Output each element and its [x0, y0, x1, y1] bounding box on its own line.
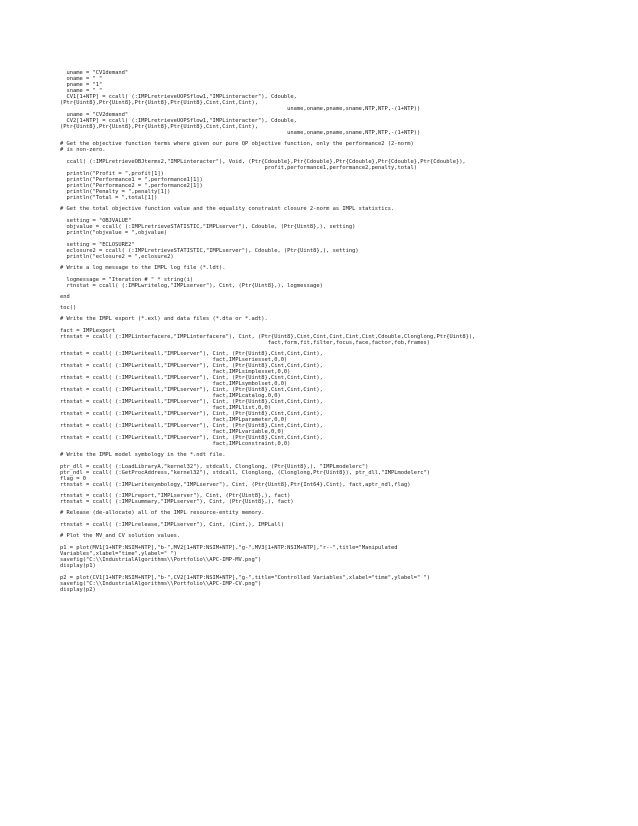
code-line: println("Profit = ",profit[1]): [60, 171, 164, 177]
code-line: # Get the objective function terms where given our pure QP objective function, only the performance2 (2-norm): [60, 141, 414, 147]
code-line: toc(): [60, 305, 77, 311]
code-line: ptr_ndl = ccall( (:GetProcAddress,"kernel32"), stdcall, Clonglong, (Clonglong,Ptr{Uint8}), ptr_dll,"IMPLmodelerc"): [60, 470, 430, 476]
code-line: display(p1): [60, 563, 96, 569]
code-line: # is non-zero.: [60, 147, 106, 153]
code-line: p2 = plot(CV1[1+NTP:NSIM+NTP],"b-",CV2[1+NTP:NSIM+NTP],"g-",title="Controlled Variables",xlabel="time",ylabel=" "): [60, 575, 430, 581]
code-line: uname,oname,pname,sname,NTP,NTP,-(1+NTP)): [60, 106, 421, 112]
code-block: [60, 493, 580, 505]
code-line: Variables",xlabel="time",ylabel=" "): [60, 551, 177, 557]
code-block: [60, 351, 580, 447]
code-line: rtnstat = ccall( (:IMPLwriteall,"IMPLserver"), Cint, (Ptr{Uint8},Cint,Cint,Cint),: [60, 411, 323, 417]
code-line: oname = " ": [60, 76, 103, 82]
code-line: fact = IMPLexport: [60, 328, 116, 334]
code-line: # Plot the MV and CV solution values.: [60, 533, 181, 539]
code-block: [60, 141, 580, 201]
code-line: # Release (de-allocate) all of the IMPL resource-entity memory.: [60, 510, 265, 516]
code-line: println("Penalty = ",penalty[1]): [60, 189, 171, 195]
code-line: ptr_dll = ccall( (:LoadLibraryA,"kernel32"), stdcall, Clonglong, (Ptr{Uint8},), "IMPLmodelerc"): [60, 464, 369, 470]
code-block: [60, 452, 580, 488]
code-line: rtnstat = ccall( (:IMPLwriteall,"IMPLserver"), Cint, (Ptr{Uint8},Cint,Cint,Cint),: [60, 399, 323, 405]
code-line: savefig("C:\\IndustrialAlgorithms\\Portfolio\\APC-IMP-CV.png"): [60, 581, 262, 587]
code-line: rtnstat = ccall( (:IMPLwriteall,"IMPLserver"), Cint, (Ptr{Uint8},Cint,Cint,Cint),: [60, 387, 323, 393]
code-line: println("eclosure2 = ",eclosure2): [60, 254, 174, 260]
code-line: rtnstat = ccall( (:IMPLwritesymbology,"IMPLserver"), Cint, (Ptr{Uint8},Ptr{Int64},Cint), fact,aptr_ndl,flag): [60, 482, 411, 488]
code-line: end: [60, 294, 70, 300]
code-line: pname = "1": [60, 82, 103, 88]
code-line: uname = "CV1demand": [60, 70, 129, 76]
code-line: rtnstat = ccall( (:IMPLinterfacere,"IMPLinterfacere"), Cint, (Ptr{Uint8},Cint,Cint,Cint,Cint,Cint,Cdouble,Clonglong,Ptr{Uint8}),: [60, 334, 476, 340]
code-block: [60, 206, 580, 260]
code-line: flag = 0: [60, 476, 86, 482]
code-line: println("Performance2 = ",performance2[1]): [60, 183, 203, 189]
code-line: setting = "ECLOSURE2": [60, 242, 135, 248]
code-line: println("Performance1 = ",performance1[1]): [60, 177, 203, 183]
code-line: CV2[1+NTP] = ccall( (:IMPLretrieveUOPSflow1,"IMPLinteracter"), Cdouble,: [60, 118, 297, 124]
code-line: rtnstat = ccall( (:IMPLsummary,"IMPLserver"), Cint, (Ptr{Uint8},), fact): [60, 499, 294, 505]
code-line: rtnstat = ccall( (:IMPLwriteall,"IMPLserver"), Cint, (Ptr{Uint8},Cint,Cint,Cint),: [60, 423, 323, 429]
code-line: # Get the total objective function value and the equality constraint closure 2-norm as IMPL statistics.: [60, 206, 395, 212]
code-line: objvalue = ccall( (:IMPLretrieveSTATISTIC,"IMPLserver"), Cdouble, (Ptr{Uint8},), setting): [60, 224, 356, 230]
code-line: fact,IMPLsymbolset,0,0): [60, 381, 288, 387]
code-line: setting = "OBJVALUE": [60, 218, 132, 224]
code-line: fact,IMPLparameter,0,0): [60, 417, 288, 423]
code-line: fact,form,fit,filter,focus,face,factor,fob,frames): [60, 340, 430, 346]
code-line: rtnstat = ccall( (:IMPLwriteall,"IMPLserver"), Cint, (Ptr{Uint8},Cint,Cint,Cint),: [60, 375, 323, 381]
code-line: eclosure2 = ccall( (:IMPLretrieveSTATISTIC,"IMPLserver"), Cdouble, (Ptr{Uint8},), setting): [60, 248, 359, 254]
code-line: fact,IMPLseriesset,0,0): [60, 357, 288, 363]
code-line: fact,IMPLsimplesset,0,0): [60, 369, 291, 375]
code-line: rtnstat = ccall( (:IMPLreport,"IMPLserver"), Cint, (Ptr{Uint8},), fact): [60, 493, 291, 499]
code-line: # Write the IMPL model symbology in the *.ndt file.: [60, 452, 226, 458]
code-line: rtnstat = ccall( (:IMPLrelease,"IMPLserver"), Cint, (Cint,), IMPLall): [60, 522, 284, 528]
code-block: [60, 70, 580, 136]
code-block: [60, 265, 580, 289]
code-line: # Write a log message to the IMPL log file (*.ldt).: [60, 265, 226, 271]
code-line: rtnstat = ccall( (:IMPLwriteall,"IMPLserver"), Cint, (Ptr{Uint8},Cint,Cint,Cint),: [60, 351, 323, 357]
code-line: ccall( (:IMPLretrieveOBJterms2,"IMPLinteracter"), Void, (Ptr{Cdouble},Ptr{Cdouble},Ptr{Cdouble},Ptr{Cdouble},Ptr{Cdouble}),: [60, 159, 466, 165]
code-line: p1 = plot(MV1[1+NTP:NSIM+NTP],"b-",MV2[1+NTP:NSIM+NTP],"g-",MV3[1+NTP:NSIM+NTP],"r--",title="Manipulated: [60, 545, 398, 551]
code-block: [60, 510, 580, 528]
code-line: profit,performance1,performance2,penalty,total): [60, 165, 417, 171]
code-line: println("objvalue = ",objvalue): [60, 230, 168, 236]
code-line: uname = "CV2demand": [60, 112, 129, 118]
code-listing: [60, 70, 580, 593]
code-line: fact,IMPLconstraint,0,0): [60, 441, 291, 447]
code-line: rtnstat = ccall( (:IMPLwriteall,"IMPLserver"), Cint, (Ptr{Uint8},Cint,Cint,Cint),: [60, 435, 323, 441]
code-line: CV1[1+NTP] = ccall( (:IMPLretrieveUOPSflow1,"IMPLinteracter"), Cdouble,: [60, 94, 297, 100]
code-block: [60, 533, 580, 593]
code-line: (Ptr{Uint8},Ptr{Uint8},Ptr{Uint8},Ptr{Uint8},Cint,Cint,Cint),: [60, 100, 258, 106]
code-line: display(p2): [60, 587, 96, 593]
code-line: uname,oname,pname,sname,NTP,NTP,-(1+NTP)): [60, 130, 421, 136]
code-line: fact,IMPLvariable,0,0): [60, 429, 284, 435]
code-line: sname = " ": [60, 88, 103, 94]
code-line: fact,IMPLlist,0,0): [60, 405, 271, 411]
code-line: (Ptr{Uint8},Ptr{Uint8},Ptr{Uint8},Ptr{Uint8},Cint,Cint,Cint),: [60, 124, 258, 130]
code-line: rtnstat = ccall( (:IMPLwriteall,"IMPLserver"), Cint, (Ptr{Uint8},Cint,Cint,Cint),: [60, 363, 323, 369]
code-line: savefig("C:\\IndustrialAlgorithms\\Portfolio\\APC-IMP-MV.png"): [60, 557, 262, 563]
code-line: println("Total = ",total[1]): [60, 195, 158, 201]
code-line: # Write the IMPL export (*.exl) and data files (*.dta or *.adt).: [60, 316, 268, 322]
code-line: fact,IMPLcatalog,0,0): [60, 393, 281, 399]
code-line: logmessage = "Iteration # " * string(i): [60, 277, 194, 283]
code-block: [60, 316, 580, 346]
code-line: rtnstat = ccall( (:IMPLwritelog,"IMPLserver"), Cint, (Ptr{Uint8},), logmessage): [60, 283, 323, 289]
